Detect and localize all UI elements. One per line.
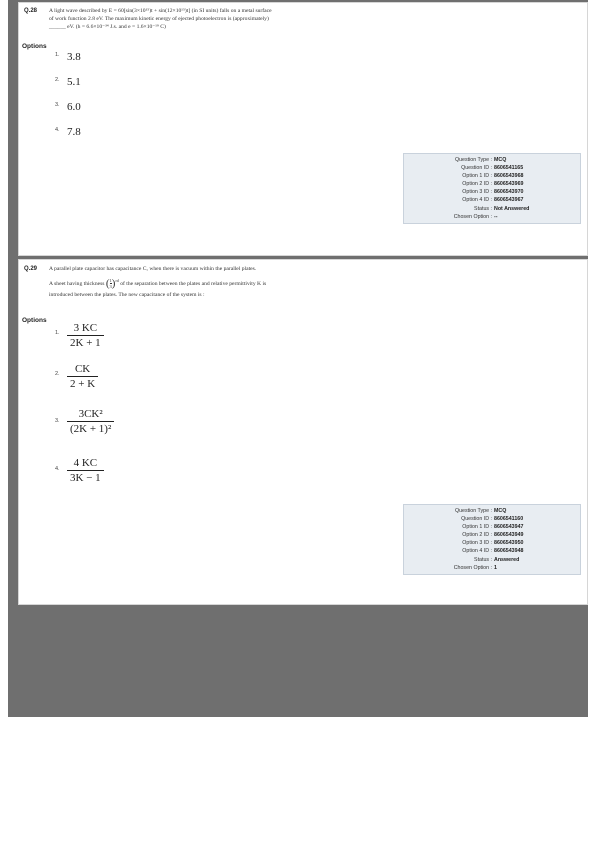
fraction-bar (67, 470, 104, 471)
question-info-panel (403, 504, 581, 575)
question-type: MCQ (494, 157, 507, 163)
option-numerator: CK (74, 363, 91, 375)
question-id: 8606541160 (494, 516, 524, 523)
options-label: Options (22, 43, 47, 50)
status-value: Not Answered (494, 205, 530, 212)
question-text-fragment: A sheet having thickness (49, 280, 105, 287)
option-1[interactable]: 3.8 (67, 51, 81, 63)
option-2[interactable]: 5.1 (67, 76, 81, 88)
info-label: Status : (474, 556, 492, 563)
question-number: Q.28 (24, 8, 38, 14)
option-4-id: 8606543967 (494, 197, 524, 204)
info-label: Option 3 ID : (462, 189, 492, 196)
question-text (49, 7, 469, 31)
question-info-panel (403, 153, 581, 224)
option-number: 4. (55, 127, 60, 133)
option-2-id: 8606543949 (494, 532, 524, 539)
option-1-id: 8606543947 (494, 524, 524, 531)
option-denominator: 3K − 1 (70, 472, 101, 484)
option-number: 2. (55, 77, 60, 83)
page-frame (8, 0, 588, 717)
info-label: Option 1 ID : (462, 173, 492, 180)
question-text-line: ______ eV. (h = 6.6×10⁻³⁴ J.s. and e = 1.6×10⁻¹⁹ C) (49, 24, 166, 30)
question-text-line: of work function 2.8 eV. The maximum kinetic energy of ejected photoelectron is (approximately) (49, 16, 269, 22)
option-number: 1. (55, 52, 60, 58)
info-label: Option 4 ID : (462, 197, 492, 204)
option-numerator: 4 KC (73, 457, 98, 469)
option-3[interactable] (67, 408, 114, 435)
info-label: Question ID : (461, 165, 492, 172)
chosen-option: -- (494, 213, 498, 220)
info-label: Option 3 ID : (462, 540, 492, 547)
option-numerator: 3CK² (78, 408, 103, 420)
fraction-bar (67, 376, 98, 377)
chosen-option: 1 (494, 564, 497, 571)
options-label: Options (22, 317, 47, 324)
info-label: Status : (474, 205, 492, 212)
question-id: 8606541165 (494, 165, 524, 172)
info-label: Chosen Option : (453, 213, 492, 220)
option-2[interactable] (67, 363, 98, 390)
option-denominator: (2K + 1)² (70, 423, 112, 435)
question-text-line: A light wave described by E = 60[sin(3×10¹⁵)t + sin(12×10¹⁵)t] (in SI units) falls on a metal surface (49, 8, 272, 14)
info-label: Option 2 ID : (462, 181, 492, 188)
option-number: 3. (55, 102, 60, 108)
info-label: Chosen Option : (453, 564, 492, 571)
right-paren: ) (111, 277, 116, 290)
option-number: 4. (55, 466, 60, 472)
info-label: Option 2 ID : (462, 532, 492, 539)
info-label: Option 4 ID : (462, 548, 492, 555)
question-text-line: A parallel plate capacitor has capacitance C, when there is vacuum within the parallel plates. (49, 266, 257, 272)
fraction-bar (67, 421, 114, 422)
left-paren: ( (105, 277, 110, 290)
fraction-denominator: 3 (109, 284, 112, 290)
option-4[interactable] (67, 457, 104, 484)
option-numerator: 3 KC (73, 322, 98, 334)
info-label: Question Type : (454, 508, 492, 514)
fraction-superscript: rd (115, 278, 119, 283)
question-card-29 (18, 259, 588, 605)
fraction-numerator: 1 (109, 278, 112, 284)
option-denominator: 2 + K (70, 378, 96, 390)
option-3-id: 8606543950 (494, 540, 524, 547)
option-4-id: 8606543948 (494, 548, 524, 555)
option-number: 3. (55, 418, 60, 424)
option-3-id: 8606543970 (494, 189, 524, 196)
question-card-28 (18, 2, 588, 256)
question-type: MCQ (494, 508, 507, 514)
option-number: 2. (55, 371, 60, 377)
question-text (49, 265, 469, 299)
option-2-id: 8606543969 (494, 181, 524, 188)
option-denominator: 2K + 1 (70, 337, 101, 349)
question-text-line-2 (49, 277, 469, 289)
fraction-bar (67, 335, 104, 336)
info-label: Question Type : (454, 157, 492, 163)
option-1[interactable] (67, 322, 104, 349)
option-1-id: 8606543968 (494, 173, 524, 180)
status-value: Answered (494, 556, 520, 563)
question-text-line: introduced between the plates. The new capacitance of the system is : (49, 292, 205, 299)
info-label: Option 1 ID : (462, 524, 492, 531)
question-text-fragment: of the separation between the plates and relative permittivity K is (120, 280, 267, 287)
info-label: Question ID : (461, 516, 492, 523)
question-number: Q.29 (24, 266, 38, 272)
option-3[interactable]: 6.0 (67, 101, 81, 113)
option-number: 1. (55, 330, 60, 336)
option-4[interactable]: 7.8 (67, 126, 81, 138)
